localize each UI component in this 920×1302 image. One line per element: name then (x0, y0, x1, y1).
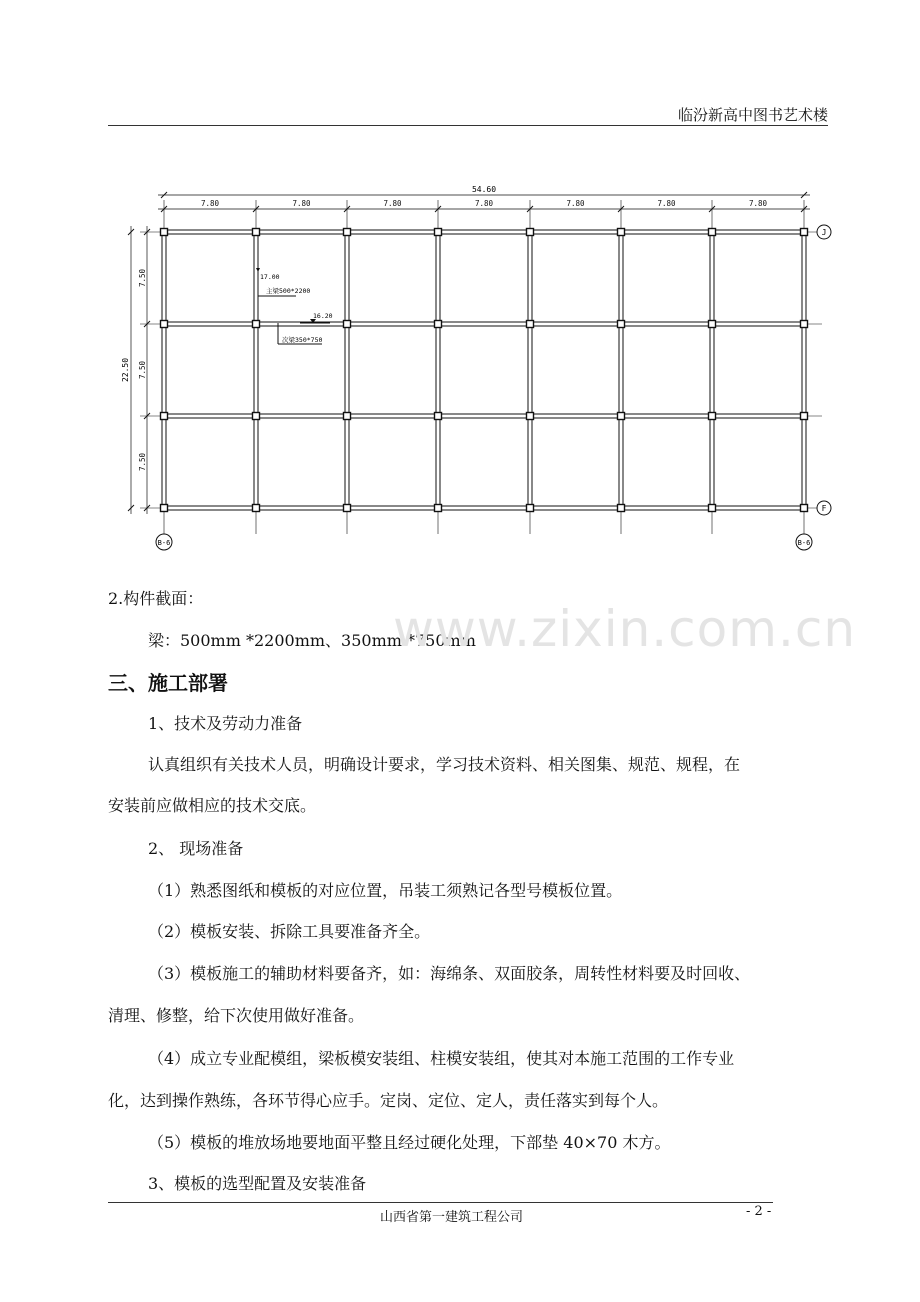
column (801, 413, 808, 420)
column (344, 413, 351, 420)
column (801, 229, 808, 236)
elevation-secondary: 16.20 (313, 312, 333, 320)
dim-span-label: 7.50 (138, 268, 147, 288)
paragraph-site-3a: （3）模板施工的辅助材料要备齐，如：海绵条、双面胶条，周转性材料要及时回收、 (148, 964, 751, 983)
axis-label-right: B-6 (797, 539, 811, 547)
column (253, 229, 260, 236)
dim-total-depth: 22.50 (121, 357, 130, 383)
subheading-site: 2、 现场准备 (148, 839, 244, 858)
subheading-tech-labor: 1、技术及劳动力准备 (148, 714, 303, 733)
dim-bay-label: 7.80 (657, 199, 676, 208)
column (435, 229, 442, 236)
section-heading-components: 2.构件截面： (108, 589, 204, 608)
column (618, 505, 625, 512)
column (527, 229, 534, 236)
column (344, 229, 351, 236)
column (709, 229, 716, 236)
column (618, 229, 625, 236)
dim-bay-label: 7.80 (200, 199, 220, 208)
section-title-deployment: 三、施工部署 (108, 671, 228, 695)
column (618, 413, 625, 420)
structural-plan-drawing (0, 0, 920, 560)
column (435, 505, 442, 512)
page-number: - 2 - (746, 1204, 772, 1219)
column (435, 413, 442, 420)
watermark: www.zixin.com.cn (393, 600, 857, 658)
paragraph-tech-1: 认真组织有关技术人员，明确设计要求，学习技术资料、相关图集、规范、规程，在 (148, 755, 741, 774)
column (527, 505, 534, 512)
column (801, 505, 808, 512)
dim-bay-label: 7.80 (292, 199, 311, 208)
elevation-main: 17.00 (260, 273, 280, 281)
dim-bay-label: 7.80 (474, 199, 494, 208)
column (709, 505, 716, 512)
column (709, 321, 716, 328)
subheading-formwork: 3、模板的选型配置及安装准备 (148, 1174, 367, 1193)
column (435, 321, 442, 328)
column (253, 413, 260, 420)
paragraph-site-2: （2）模板安装、拆除工具要准备齐全。 (148, 922, 431, 941)
column (709, 413, 716, 420)
column (161, 505, 168, 512)
column (161, 413, 168, 420)
dim-bay-label: 7.80 (748, 199, 768, 208)
paragraph-tech-2: 安装前应做相应的技术交底。 (108, 796, 317, 815)
column (253, 321, 260, 328)
axis-label-j: J (821, 228, 827, 237)
column (618, 321, 625, 328)
dim-span-label: 7.50 (138, 452, 147, 472)
paragraph-site-4b: 化，达到操作熟练，各环节得心应手。定岗、定位、定人，责任落实到每个人。 (108, 1091, 669, 1110)
paragraph-site-5: （5）模板的堆放场地要地面平整且经过硬化处理，下部垫 40×70 木方。 (148, 1133, 671, 1152)
column (527, 413, 534, 420)
footer-organization: 山西省第一建筑工程公司 (380, 1210, 524, 1225)
dim-bay-label: 7.80 (566, 199, 585, 208)
column (527, 321, 534, 328)
footer-rule (108, 1202, 773, 1203)
paragraph-site-1: （1）熟悉图纸和模板的对应位置，吊装工须熟记各型号模板位置。 (148, 881, 623, 900)
column (161, 229, 168, 236)
column (344, 505, 351, 512)
column (161, 321, 168, 328)
header-title: 临汾新高中图书艺术楼 (677, 106, 828, 124)
paragraph-site-4a: （4）成立专业配模组，梁板模安装组、柱模安装组，使其对本施工范围的工作专业 (148, 1049, 735, 1068)
beam-sizes: 梁：500mm *2200mm、350mm *750mm (148, 631, 476, 650)
axis-label-left: B-6 (157, 539, 171, 547)
axis-label-f: F (821, 504, 827, 513)
dim-span-label: 7.50 (138, 360, 147, 380)
column (344, 321, 351, 328)
dim-total-width: 54.60 (471, 185, 497, 194)
paragraph-site-3b: 清理、修整，给下次使用做好准备。 (108, 1006, 365, 1025)
column (801, 321, 808, 328)
dim-bay-label: 7.80 (383, 199, 402, 208)
main-beam-label: 主梁500*2200 (266, 287, 311, 295)
column (253, 505, 260, 512)
secondary-beam-label: 次梁350*750 (282, 336, 323, 344)
